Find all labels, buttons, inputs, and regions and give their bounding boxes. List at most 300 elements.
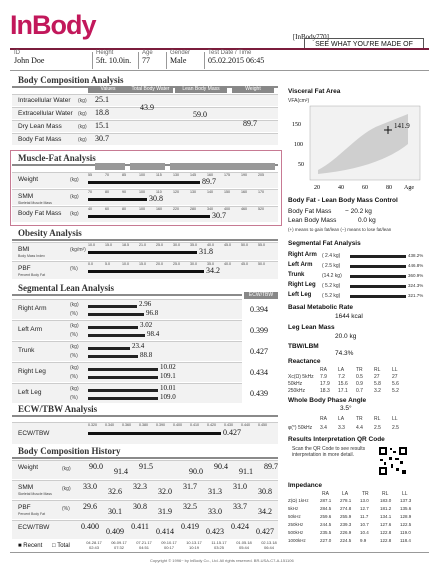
sla-pct: 98.4 bbox=[147, 330, 160, 338]
sla-bar-pct bbox=[88, 334, 145, 337]
phase-col: RA bbox=[320, 416, 327, 422]
impedance-col: TR bbox=[362, 491, 369, 497]
divider bbox=[92, 52, 93, 69]
phase-sublabel: φ(°) 50kHz bbox=[288, 425, 313, 431]
mfa-tick: 100 bbox=[139, 173, 145, 177]
id-label: ID bbox=[14, 50, 20, 56]
model-label: [InBody770] bbox=[292, 33, 329, 41]
sla-ecw: 0.439 bbox=[250, 389, 268, 398]
weight-value: 89.7 bbox=[243, 119, 257, 128]
impedance-value: 134.1 bbox=[380, 514, 392, 519]
legend-total: □ Total bbox=[52, 543, 70, 549]
divider bbox=[204, 52, 205, 69]
history-date: 01.05.18 05:44 bbox=[236, 540, 252, 550]
mfa-tick: 130 bbox=[173, 173, 179, 177]
impedance-value: 118.4 bbox=[400, 538, 411, 543]
age-cell bbox=[142, 50, 167, 65]
sla-bar-kg bbox=[88, 326, 138, 329]
reactance-value: 17.9 bbox=[320, 381, 330, 387]
mfa-bar bbox=[88, 198, 147, 201]
id-value: John Doe bbox=[14, 56, 45, 65]
bca-row-label: Dry Lean Mass bbox=[18, 123, 62, 130]
sfa-label: Left Arm bbox=[288, 262, 313, 268]
legend-recent: ■ Recent bbox=[18, 543, 43, 549]
bfc-val: 0.0 kg bbox=[358, 217, 376, 224]
ecw-header: ECW/TBW bbox=[244, 292, 278, 299]
llm-title: Leg Lean Mass bbox=[288, 324, 335, 331]
history-label: Weight bbox=[18, 464, 39, 471]
history-value: 0.409 bbox=[106, 527, 124, 536]
section-bar bbox=[12, 415, 278, 417]
mfa-tick: 110 bbox=[156, 190, 162, 194]
mfa-value: 89.7 bbox=[202, 177, 216, 186]
mfa-tick: 100 bbox=[139, 207, 145, 211]
sla-label: Right Leg bbox=[18, 368, 46, 375]
sla-kg: 23.4 bbox=[132, 342, 145, 350]
mfa-tick: 55 bbox=[88, 173, 92, 177]
date-cell bbox=[208, 50, 298, 65]
sfa-kg: ( 2.5 kg) bbox=[322, 263, 341, 269]
history-value: 30.8 bbox=[133, 502, 147, 511]
obesity-value: 34.2 bbox=[206, 266, 220, 275]
impedance-row-label: 500kHz bbox=[288, 530, 304, 535]
sla-bar-pct bbox=[88, 397, 158, 400]
slogan: SEE WHAT YOU'RE MADE OF bbox=[304, 38, 424, 50]
sla-bar-kg bbox=[88, 389, 158, 392]
history-value: 90.0 bbox=[189, 467, 203, 476]
history-value: 0.411 bbox=[131, 522, 149, 531]
history-sublabel: Percent Body Fat bbox=[18, 512, 46, 516]
obesity-bar bbox=[88, 251, 197, 254]
llm-value: 20.0 kg bbox=[335, 333, 357, 340]
reactance-value: 17.1 bbox=[338, 388, 348, 394]
mfa-tick: 175 bbox=[224, 173, 230, 177]
phase-title: Whole Body Phase Angle bbox=[288, 397, 367, 404]
obesity-label: PBF bbox=[18, 265, 31, 272]
mfa-tick: 170 bbox=[258, 190, 264, 194]
mfa-value: 30.7 bbox=[212, 211, 226, 220]
mfa-tick: 120 bbox=[173, 190, 179, 194]
bfc-title: Body Fat - Lean Body Mass Control bbox=[288, 197, 398, 204]
sla-unit: (kg) bbox=[70, 365, 79, 371]
sla-row bbox=[12, 341, 242, 361]
bca-row-label: Extracellular Water bbox=[18, 110, 73, 117]
bca-row-label: Intracellular Water bbox=[18, 97, 71, 104]
history-date: 07.21.17 04:51 bbox=[136, 540, 152, 550]
obesity-tick: 10.0 bbox=[122, 262, 129, 266]
obesity-tick: 25.0 bbox=[156, 243, 163, 247]
legend-recent-label: Recent bbox=[23, 543, 43, 549]
impedance-value: 227.0 bbox=[320, 538, 332, 543]
sla-unit: (kg) bbox=[70, 323, 79, 329]
sla-bar-pct bbox=[88, 355, 138, 358]
sla-ecw: 0.434 bbox=[250, 368, 268, 377]
sfa-pct: 360.9% bbox=[408, 273, 424, 278]
history-date: 10.13.17 10:19 bbox=[186, 540, 202, 550]
impedance-value: 274.8 bbox=[340, 506, 352, 511]
sla-pct: 88.8 bbox=[140, 351, 153, 359]
col-lbm: Lean Body Mass bbox=[175, 86, 227, 93]
history-unit: (%) bbox=[62, 506, 70, 512]
mfa-tick: 80 bbox=[122, 207, 126, 211]
date-value: 05.02.2015 06:45 bbox=[208, 56, 265, 65]
tab-over bbox=[170, 163, 275, 170]
sla-title: Segmental Lean Analysis bbox=[18, 283, 115, 293]
legend-total-label: Total bbox=[57, 543, 70, 549]
gender-value: Male bbox=[170, 56, 187, 65]
history-value: 30.8 bbox=[258, 487, 272, 496]
obesity-tick: 18.5 bbox=[122, 243, 129, 247]
age-label: Age bbox=[142, 50, 153, 56]
obesity-tick: 50.0 bbox=[258, 262, 265, 266]
x-tick: Age bbox=[404, 185, 414, 191]
phase-value: 3.3 bbox=[338, 425, 345, 431]
sla-label: Left Arm bbox=[18, 326, 43, 333]
ecw-tick: 0.440 bbox=[241, 423, 250, 427]
tab-normal bbox=[130, 163, 165, 170]
reactance-value: 15.6 bbox=[338, 381, 348, 387]
qr-title: Results Interpretation QR Code bbox=[288, 436, 385, 443]
sla-row bbox=[12, 362, 242, 382]
mfa-unit: (kg) bbox=[70, 194, 79, 200]
ecw-tick: 0.340 bbox=[105, 423, 114, 427]
phase-value: 3.4 bbox=[320, 425, 327, 431]
sfa-bar bbox=[350, 285, 406, 288]
sla-bar-kg bbox=[88, 368, 158, 371]
phase-col: RL bbox=[374, 416, 381, 422]
history-value: 33.0 bbox=[208, 507, 222, 516]
reactance-value: 5.2 bbox=[392, 388, 399, 394]
history-unit: (kg) bbox=[62, 466, 71, 472]
col-values: Values bbox=[88, 86, 128, 93]
sla-unit2: (%) bbox=[70, 395, 78, 401]
mfa-tick: 520 bbox=[258, 207, 264, 211]
obesity-tick: 40.0 bbox=[207, 243, 214, 247]
sla-unit: (kg) bbox=[70, 386, 79, 392]
id-cell bbox=[14, 50, 84, 65]
impedance-value: 181.2 bbox=[380, 506, 392, 511]
sfa-kg: (14.2 kg) bbox=[322, 273, 342, 279]
history-value: 32.5 bbox=[183, 502, 197, 511]
sla-kg: 10.01 bbox=[160, 384, 176, 392]
impedance-value: 122.5 bbox=[400, 522, 412, 527]
bca-row-value: 15.1 bbox=[95, 121, 109, 130]
sfa-bar bbox=[350, 265, 406, 268]
impedance-value: 284.5 bbox=[320, 506, 332, 511]
sla-label: Right Arm bbox=[18, 305, 47, 312]
col-weight: Weight bbox=[232, 86, 274, 93]
mfa-bar bbox=[88, 215, 210, 218]
reactance-value: 27 bbox=[374, 374, 380, 380]
brand-logo: InBody bbox=[10, 10, 96, 40]
sfa-bar bbox=[350, 275, 406, 278]
bfc-note: (+) means to gain fat/lean (−) means to lose fat/lean bbox=[288, 227, 392, 232]
qr-text: Scan the QR Code to see results interpretation in more detail. bbox=[292, 446, 366, 458]
sfa-label: Left Leg bbox=[288, 292, 312, 298]
obesity-tick: 55.0 bbox=[258, 243, 265, 247]
bca-row-label: Body Fat Mass bbox=[18, 136, 62, 143]
x-tick: 80 bbox=[386, 185, 392, 191]
reactance-col: RL bbox=[374, 367, 381, 373]
mfa-tick: 130 bbox=[190, 190, 196, 194]
vfa-graph bbox=[288, 104, 428, 194]
reactance-col: RA bbox=[320, 367, 327, 373]
mfa-bar bbox=[88, 181, 200, 184]
sfa-bar bbox=[350, 295, 406, 298]
obesity-tick: 21.0 bbox=[139, 243, 146, 247]
history-value: 91.5 bbox=[139, 462, 153, 471]
ecw-value: 0.427 bbox=[223, 428, 241, 437]
sla-bar-kg bbox=[88, 347, 130, 350]
footer-copyright: Copyright © 1996~ by InBody Co., Ltd. All rights reserved. BR-USA-C7-A-151106 bbox=[150, 558, 294, 563]
phase-col: LA bbox=[338, 416, 345, 422]
bca-row-value: 25.1 bbox=[95, 95, 109, 104]
obesity-tick: 10.0 bbox=[88, 243, 95, 247]
impedance-value: 128.9 bbox=[400, 514, 412, 519]
obesity-tick: 20.0 bbox=[156, 262, 163, 266]
mfa-unit: (kg) bbox=[70, 177, 79, 183]
height-value: 5ft. 10.0in. bbox=[96, 56, 132, 65]
history-value: 0.424 bbox=[231, 522, 249, 531]
obesity-tick: 40.0 bbox=[224, 262, 231, 266]
reactance-title: Reactance bbox=[288, 358, 321, 365]
history-label: SMM bbox=[18, 484, 34, 491]
tab-under bbox=[95, 163, 125, 170]
mfa-tick: 145 bbox=[190, 173, 196, 177]
impedance-value: 259.6 bbox=[320, 514, 332, 519]
mfa-tick: 80 bbox=[105, 190, 109, 194]
mfa-tick: 60 bbox=[105, 207, 109, 211]
history-value: 90.0 bbox=[89, 462, 103, 471]
sla-ecw: 0.399 bbox=[250, 326, 268, 335]
sla-bar-pct bbox=[88, 376, 158, 379]
history-date: 04.28.17 02:43 bbox=[86, 540, 102, 550]
mfa-tick: 115 bbox=[156, 173, 162, 177]
sfa-pct: 446.8% bbox=[408, 263, 424, 268]
x-tick: 20 bbox=[314, 185, 320, 191]
reactance-value: 5.6 bbox=[392, 381, 399, 387]
phase-value: 2.5 bbox=[374, 425, 381, 431]
impedance-value: 244.5 bbox=[320, 522, 332, 527]
history-value: 32.3 bbox=[133, 482, 147, 491]
tbwlbm-value: 74.3% bbox=[335, 350, 354, 357]
bca-row-value: 18.8 bbox=[95, 108, 109, 117]
sla-ecw: 0.394 bbox=[250, 305, 268, 314]
mfa-tick: 160 bbox=[241, 190, 247, 194]
impedance-col: LA bbox=[342, 491, 349, 497]
impedance-value: 122.8 bbox=[380, 530, 392, 535]
history-value: 91.4 bbox=[114, 467, 128, 476]
impedance-value: 255.9 bbox=[340, 514, 352, 519]
phase-value: 4.4 bbox=[356, 425, 363, 431]
qr-code-icon[interactable] bbox=[378, 446, 408, 476]
sla-pct: 96.8 bbox=[146, 309, 159, 317]
bfc-val: − 20.2 kg bbox=[345, 208, 372, 215]
ecw-tick: 0.360 bbox=[122, 423, 131, 427]
impedance-value: 127.6 bbox=[380, 522, 392, 527]
reactance-value: 0.7 bbox=[356, 388, 363, 394]
ecw-label: ECW/TBW bbox=[18, 430, 50, 437]
mfa-tick: 460 bbox=[241, 207, 247, 211]
history-value: 30.1 bbox=[108, 507, 122, 516]
history-value: 33.0 bbox=[83, 482, 97, 491]
divider bbox=[10, 70, 429, 71]
x-tick: 60 bbox=[362, 185, 368, 191]
reactance-value: 3.2 bbox=[374, 388, 381, 394]
mfa-tick: 160 bbox=[156, 207, 162, 211]
history-label: ECW/TBW bbox=[18, 524, 50, 531]
sla-ecw: 0.427 bbox=[250, 347, 268, 356]
mfa-title: Muscle-Fat Analysis bbox=[18, 153, 96, 163]
history-value: 31.9 bbox=[158, 507, 172, 516]
impedance-value: 122.8 bbox=[380, 538, 392, 543]
mfa-tick: 85 bbox=[122, 173, 126, 177]
bca-row-unit: (kg) bbox=[78, 98, 87, 104]
impedance-value: 287.1 bbox=[320, 498, 332, 503]
history-unit: (kg) bbox=[62, 486, 71, 492]
mfa-tick: 90 bbox=[122, 190, 126, 194]
obesity-tick: 15.0 bbox=[105, 243, 112, 247]
sla-unit: (kg) bbox=[70, 302, 79, 308]
mfa-tick: 70 bbox=[88, 190, 92, 194]
ecw-bar bbox=[88, 432, 221, 435]
vfa-title: Visceral Fat Area bbox=[288, 88, 341, 95]
sfa-kg: ( 5.2 kg) bbox=[322, 293, 341, 299]
impedance-row-label: Z(Ω) 1kHz bbox=[288, 498, 309, 503]
sfa-title: Segmental Fat Analysis bbox=[288, 240, 361, 247]
x-tick: 40 bbox=[338, 185, 344, 191]
ecw-tick: 0.410 bbox=[190, 423, 199, 427]
mfa-unit: (kg) bbox=[70, 211, 79, 217]
sla-unit2: (%) bbox=[70, 374, 78, 380]
ecw-tick: 0.400 bbox=[173, 423, 182, 427]
bca-row-unit: (kg) bbox=[78, 111, 87, 117]
impedance-value: 13.0 bbox=[360, 498, 369, 503]
footer-divider bbox=[10, 552, 429, 553]
bmr-title: Basal Metabolic Rate bbox=[288, 304, 354, 311]
reactance-value: 5.8 bbox=[374, 381, 381, 387]
tbwlbm-title: TBW/LBM bbox=[288, 343, 319, 350]
sla-pct: 109.0 bbox=[160, 393, 176, 401]
sfa-pct: 324.3% bbox=[408, 283, 424, 288]
impedance-row-label: 5kHz bbox=[288, 506, 299, 511]
impedance-value: 12.7 bbox=[360, 506, 369, 511]
impedance-value: 224.5 bbox=[340, 538, 352, 543]
obesity-title: Obesity Analysis bbox=[18, 228, 82, 238]
reactance-row-label: Xc(Ω) 5kHz bbox=[288, 374, 314, 380]
impedance-value: 135.6 bbox=[400, 506, 412, 511]
sla-label: Left Leg bbox=[18, 389, 42, 396]
mfa-label: Body Fat Mass bbox=[18, 210, 62, 217]
impedance-row-label: 50kHz bbox=[288, 514, 301, 519]
history-value: 34.2 bbox=[258, 507, 272, 516]
history-value: 0.414 bbox=[156, 527, 174, 536]
history-value: 33.7 bbox=[233, 502, 247, 511]
reactance-col: LL bbox=[392, 367, 398, 373]
reactance-value: 7.9 bbox=[320, 374, 327, 380]
obesity-tick: 30.0 bbox=[190, 262, 197, 266]
history-value: 0.400 bbox=[81, 522, 99, 531]
impedance-value: 137.3 bbox=[400, 498, 412, 503]
phase-col: LL bbox=[392, 416, 398, 422]
phase-value: 2.5 bbox=[392, 425, 399, 431]
mfa-tick: 400 bbox=[224, 207, 230, 211]
history-sublabel: Skeletal Muscle Mass bbox=[18, 492, 52, 496]
reactance-col: TR bbox=[356, 367, 363, 373]
impedance-value: 278.1 bbox=[340, 498, 352, 503]
reactance-value: 0.5 bbox=[356, 374, 363, 380]
mfa-tick: 100 bbox=[139, 190, 145, 194]
reactance-col: LA bbox=[338, 367, 345, 373]
mfa-tick: 140 bbox=[207, 190, 213, 194]
impedance-row-label: 1000kHz bbox=[288, 538, 306, 543]
history-value: 91.1 bbox=[239, 467, 253, 476]
sfa-label: Right Arm bbox=[288, 252, 317, 258]
history-title: Body Composition History bbox=[18, 446, 121, 456]
sla-kg: 10.02 bbox=[160, 363, 176, 371]
ecw-tick: 0.320 bbox=[88, 423, 97, 427]
history-value: 32.6 bbox=[108, 487, 122, 496]
sla-pct: 109.1 bbox=[160, 372, 176, 380]
lbm-value: 59.0 bbox=[193, 110, 207, 119]
height-label: Height bbox=[96, 50, 114, 56]
sla-unit: (kg) bbox=[70, 344, 79, 350]
mfa-tick: 340 bbox=[207, 207, 213, 211]
sla-bar-kg bbox=[88, 305, 137, 308]
mfa-row bbox=[12, 172, 278, 188]
impedance-value: 9.9 bbox=[360, 538, 367, 543]
history-label: PBF bbox=[18, 504, 31, 511]
obesity-tick: 35.0 bbox=[207, 262, 214, 266]
impedance-value: 10.7 bbox=[360, 522, 369, 527]
sla-unit2: (%) bbox=[70, 353, 78, 359]
ecw-tick: 0.430 bbox=[224, 423, 233, 427]
obesity-value: 31.8 bbox=[199, 247, 213, 256]
obesity-tick: 0.0 bbox=[88, 262, 93, 266]
gender-label: Gender bbox=[170, 50, 191, 56]
gender-cell bbox=[170, 50, 200, 65]
reactance-row-label: 50kHz bbox=[288, 381, 303, 387]
history-value: 89.7 bbox=[264, 462, 278, 471]
mfa-label: Weight bbox=[18, 176, 39, 183]
impedance-value: 11.7 bbox=[360, 514, 369, 519]
mfa-tick: 220 bbox=[173, 207, 179, 211]
sfa-kg: ( 5.2 kg) bbox=[322, 283, 341, 289]
history-value: 32.0 bbox=[158, 487, 172, 496]
history-value: 90.4 bbox=[214, 462, 228, 471]
obesity-unit: (kg/m²) bbox=[70, 247, 86, 253]
y-tick: 50 bbox=[298, 162, 304, 168]
obesity-tick: 50.0 bbox=[241, 243, 248, 247]
sla-kg: 2.96 bbox=[139, 300, 152, 308]
section-bar bbox=[12, 239, 278, 241]
history-value: 0.423 bbox=[206, 527, 224, 536]
impedance-value: 183.0 bbox=[380, 498, 392, 503]
history-date: 02.13.18 06:44 bbox=[261, 540, 277, 550]
mfa-tick: 70 bbox=[105, 173, 109, 177]
mfa-tick: 150 bbox=[224, 190, 230, 194]
vfa-value: 141.9 bbox=[394, 122, 410, 130]
sfa-kg: ( 2.4 kg) bbox=[322, 253, 341, 259]
sla-row bbox=[12, 383, 242, 403]
bca-title: Body Composition Analysis bbox=[18, 75, 124, 85]
ecw-title: ECW/TBW Analysis bbox=[18, 404, 98, 414]
history-value: 31.0 bbox=[233, 482, 247, 491]
reactance-value: 7.2 bbox=[338, 374, 345, 380]
ecw-tick: 0.390 bbox=[156, 423, 165, 427]
mfa-tick: 160 bbox=[207, 173, 213, 177]
bfc-row: Lean Body Mass bbox=[288, 217, 337, 224]
